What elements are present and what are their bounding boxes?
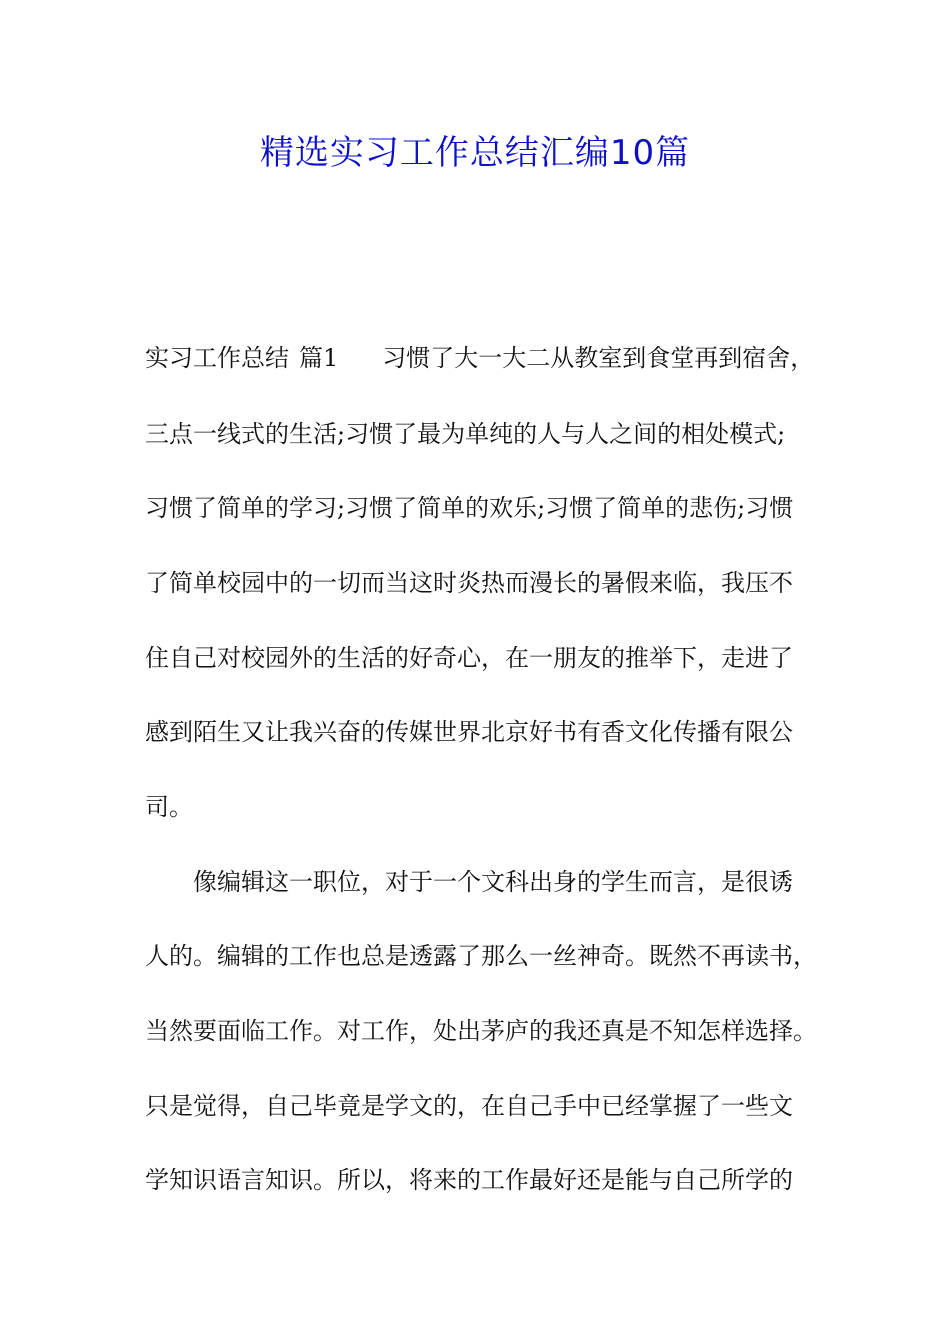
paragraph-2-line-1: 像编辑这一职位，对于一个文科出身的学生而言，是很诱 (193, 868, 793, 896)
section-heading: 实习工作总结 (145, 344, 289, 372)
paragraph-2-line-4: 只是觉得，自己毕竟是学文的，在自己手中已经掌握了一些文 (145, 1092, 793, 1120)
paragraph-1-line-1 (145, 340, 814, 376)
paragraph-2-line-5: 学知识语言知识。所以，将来的工作最好还是能与自己所学的 (145, 1166, 793, 1194)
paragraph-1-line-5: 住自己对校园外的生活的好奇心，在一朋友的推举下，走进了 (145, 644, 793, 672)
paragraph-1-line-2: 三点一线式的生活;习惯了最为单纯的人与人之间的相处模式; (145, 420, 786, 448)
document-title: 精选实习工作总结汇编10篇 (259, 133, 691, 173)
paragraph-1-line-4: 了简单校园中的一切而当这时炎热而漫长的暑假来临，我压不 (145, 569, 793, 597)
paragraph-1-text-1: 习惯了大一大二从教室到食堂再到宿舍， (382, 344, 815, 372)
paragraph-1-line-7: 司。 (145, 793, 193, 821)
paragraph-2-line-3: 当然要面临工作。对工作，处出茅庐的我还真是不知怎样选择。 (145, 1017, 817, 1045)
paragraph-1-line-6: 感到陌生又让我兴奋的传媒世界北京好书有香文化传播有限公 (145, 718, 793, 746)
paragraph-2-line-2: 人的。编辑的工作也总是透露了那么一丝神奇。既然不再读书， (145, 942, 817, 970)
section-number: 篇1 (299, 344, 339, 372)
paragraph-1-line-3: 习惯了简单的学习;习惯了简单的欢乐;习惯了简单的悲伤;习惯 (145, 494, 794, 522)
